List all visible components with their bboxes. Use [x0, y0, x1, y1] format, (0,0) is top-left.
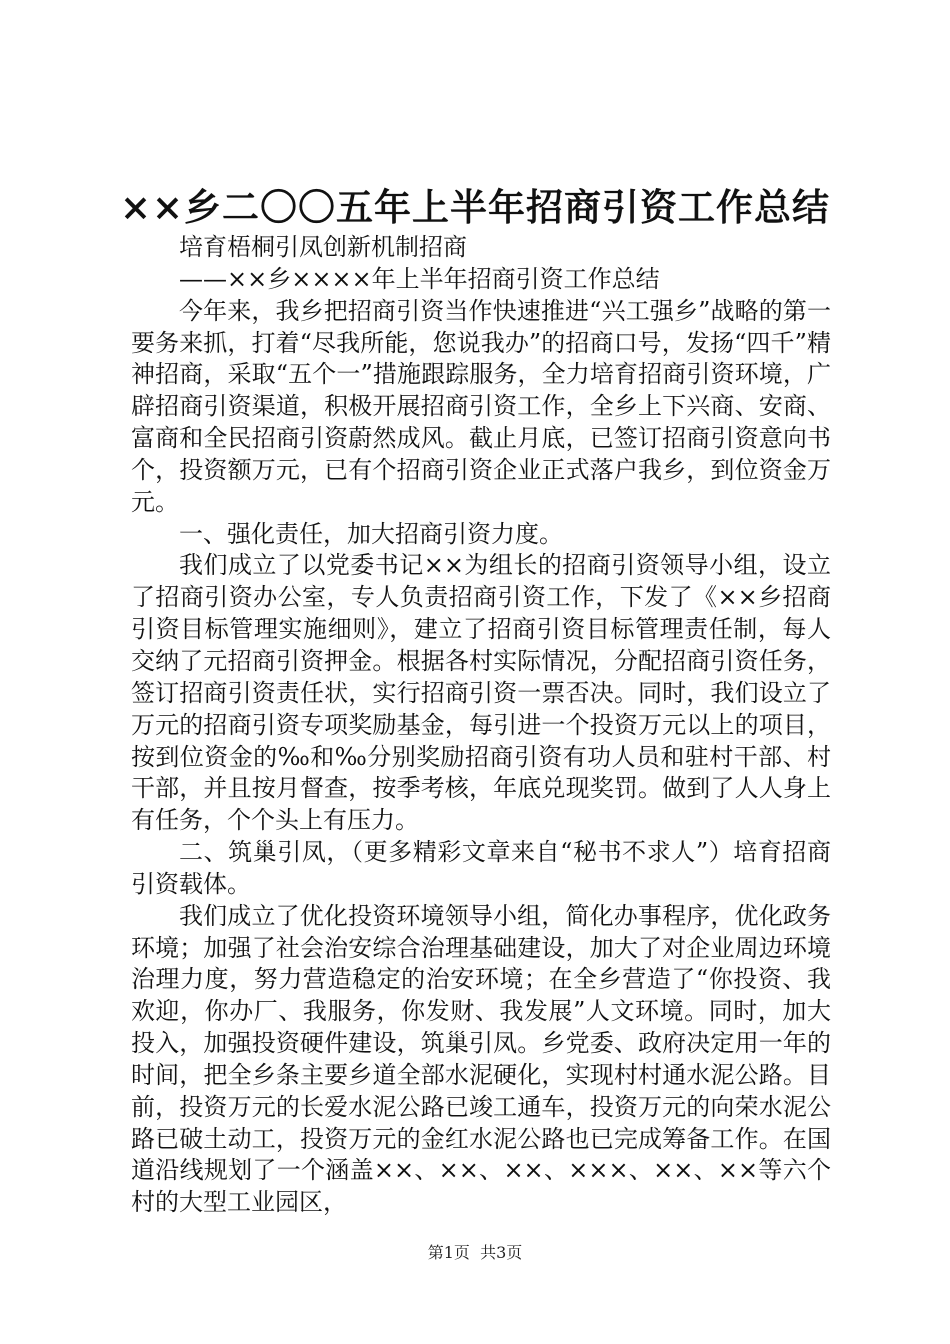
subtitle-line: ——××乡××××年上半年招商引资工作总结: [179, 264, 660, 293]
intro-paragraph: 今年来，我乡把招商引资当作快速推进“兴工强乡”战略的第一要务来抓，打着“尽我所能，您说我办”的招商口号，发扬“四千”精神招商，采取“五个一”措施跟踪服务，全力培育招商引资环境，广辟招商引资渠道，积极开展招商引资工作，全乡上下兴商、安商、富商和全民招商引资蔚然成风。截止月底，已签订招商引资意向书个，投资额万元，已有个招商引资企业正式落户我乡，到位资金万元。: [131, 296, 831, 516]
document-body: [131, 232, 831, 1219]
page-number: 第1页: [427, 1243, 470, 1262]
section-heading-1: 一、强化责任，加大招商引资力度。: [179, 519, 563, 548]
page-total: 共3页: [480, 1243, 523, 1262]
page-footer: [0, 1243, 950, 1263]
section-paragraph-2: 我们成立了优化投资环境领导小组，简化办事程序，优化政务环境；加强了社会治安综合治理基础建设，加大了对企业周边环境治理力度，努力营造稳定的治安环境；在全乡营造了“你投资、我欢迎，你办厂、我服务，你发财、我发展”人文环境。同时，加大投入，加强投资硬件建设，筑巢引凤。乡党委、政府决定用一年的时间，把全乡条主要乡道全部水泥硬化，实现村村通水泥公路。目前，投资万元的长爱水泥公路已竣工通车，投资万元的向荣水泥公路已破土动工，投资万元的金红水泥公路也已完成筹备工作。在国道沿线规划了一个涵盖××、××、××、×××、××、××等六个村的大型工业园区，: [131, 901, 831, 1217]
document-title: ××乡二〇〇五年上半年招商引资工作总结: [119, 185, 830, 229]
subtitle: 培育梧桐引凤创新机制招商: [179, 233, 467, 261]
section-heading-2: 二、筑巢引凤，（更多精彩文章来自“秘书不求人”）培育招商引资载体。: [131, 838, 831, 898]
section-paragraph-1: 我们成立了以党委书记××为组长的招商引资领导小组，设立了招商引资办公室，专人负责招商引资工作，下发了《××乡招商引资目标管理实施细则》，建立了招商引资目标管理责任制，每人交纳了元招商引资押金。根据各村实际情况，分配招商引资任务，签订招商引资责任状，实行招商引资一票否决。同时，我们设立了万元的招商引资专项奖励基金，每引进一个投资万元以上的项目，按到位资金的‰和‰分别奖励招商引资有功人员和驻村干部、村干部，并且按月督查，按季考核，年底兑现奖罚。做到了人人身上有任务，个个头上有压力。: [131, 551, 831, 835]
